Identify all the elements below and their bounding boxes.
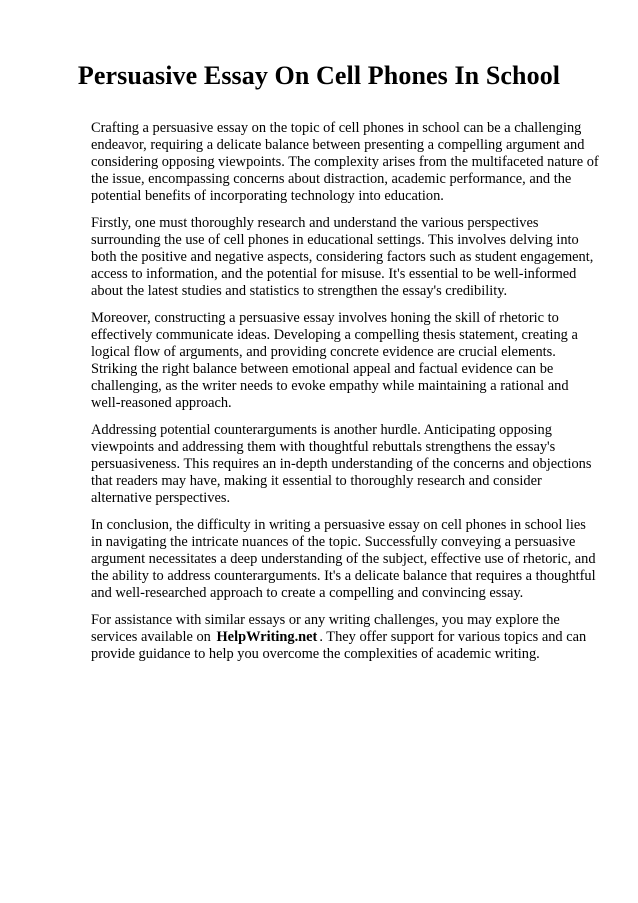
paragraph-rhetoric: Moreover, constructing a persuasive essay involves honing the skill of rhetoric to effectively communicate ideas. Developing a compelling thesis statement, creating a logical flow of arguments, and providing concrete evidence are crucial elements. Striking the right balance between emotional appeal and factual evidence can be challenging, as the writer needs to evoke empathy while maintaining a rational and well-reasoned approach. (91, 310, 578, 411)
document-title: Persuasive Essay On Cell Phones In School (77, 61, 561, 90)
helpwriting-link[interactable]: HelpWriting.net (216, 629, 318, 645)
document-body (91, 120, 599, 673)
paragraph-intro: Crafting a persuasive essay on the topic of cell phones in school can be a challenging endeavor, requiring a delicate balance between presenting a compelling argument and considering opposing viewpoints. The complexity arises from the multifaceted nature of the issue, encompassing concerns about distraction, academic performance, and the potential benefits of incorporating technology into education. (91, 120, 599, 204)
assistance-text-before: For assistance with similar essays or any writing challenges, you may explore the services available on (91, 612, 560, 645)
paragraph-conclusion: In conclusion, the difficulty in writing a persuasive essay on cell phones in school lies in navigating the intricate nuances of the topic. Successfully conveying a persuasive argument necessitates a deep understanding of the subject, effective use of rhetoric, and the ability to address counterarguments. It's a delicate balance that requires a thoughtful and well-researched approach to create a compelling and convincing essay. (91, 517, 596, 601)
assistance-text-after: . They offer support for various topics and can provide guidance to help you overcome the complexities of academic writing. (91, 629, 587, 662)
paragraph-counterarguments: Addressing potential counterarguments is another hurdle. Anticipating opposing viewpoints and addressing them with thoughtful rebuttals strengthens the essay's persuasiveness. This requires an in-depth understanding of the concerns and objections that readers may have, making it essential to thoroughly research and consider alternative perspectives. (91, 422, 592, 506)
paragraph-research: Firstly, one must thoroughly research and understand the various perspectives surrounding the use of cell phones in educational settings. This involves delving into both the positive and negative aspects, considering factors such as student engagement, access to information, and the potential for misuse. It's essential to be well-informed about the latest studies and statistics to strengthen the essay's credibility. (91, 215, 594, 299)
paragraph-assistance (91, 612, 599, 663)
